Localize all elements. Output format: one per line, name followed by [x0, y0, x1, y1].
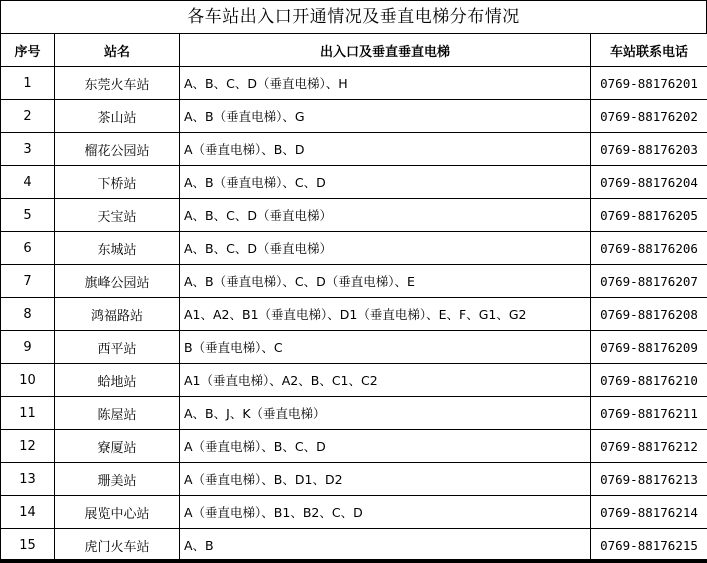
- exits-cell: A（垂直电梯）、B、D1、D2: [180, 463, 591, 496]
- row-number-cell: 7: [1, 265, 55, 298]
- row-number-cell: 8: [1, 298, 55, 331]
- table-row: [1, 331, 707, 364]
- station-table: [0, 33, 707, 562]
- table-row: [1, 133, 707, 166]
- phone-cell: 0769-88176208: [591, 298, 707, 331]
- bottom-border: [0, 559, 707, 563]
- row-number-cell: 5: [1, 199, 55, 232]
- station-name-cell: 蛤地站: [55, 364, 180, 397]
- station-name-cell: 东城站: [55, 232, 180, 265]
- exits-cell: A（垂直电梯）、B、C、D: [180, 430, 591, 463]
- header-row: [1, 34, 707, 67]
- exits-cell: A（垂直电梯）、B1、B2、C、D: [180, 496, 591, 529]
- phone-cell: 0769-88176205: [591, 199, 707, 232]
- phone-cell: 0769-88176207: [591, 265, 707, 298]
- phone-cell: 0769-88176206: [591, 232, 707, 265]
- station-name-cell: 虎门火车站: [55, 529, 180, 562]
- row-number-cell: 2: [1, 100, 55, 133]
- station-name-cell: 东莞火车站: [55, 67, 180, 100]
- phone-cell: 0769-88176202: [591, 100, 707, 133]
- row-number-cell: 3: [1, 133, 55, 166]
- row-number-cell: 14: [1, 496, 55, 529]
- phone-cell: 0769-88176213: [591, 463, 707, 496]
- row-number-cell: 9: [1, 331, 55, 364]
- phone-cell: 0769-88176209: [591, 331, 707, 364]
- exits-cell: A、B、C、D（垂直电梯）: [180, 199, 591, 232]
- exits-cell: B（垂直电梯）、C: [180, 331, 591, 364]
- station-name-cell: 西平站: [55, 331, 180, 364]
- phone-cell: 0769-88176214: [591, 496, 707, 529]
- table-row: [1, 298, 707, 331]
- table-row: [1, 496, 707, 529]
- table-title: 各车站出入口开通情况及垂直电梯分布情况: [0, 0, 707, 33]
- exits-cell: A、B: [180, 529, 591, 562]
- phone-cell: 0769-88176203: [591, 133, 707, 166]
- phone-cell: 0769-88176215: [591, 529, 707, 562]
- header-exits: 出入口及垂直垂直电梯: [180, 34, 591, 67]
- station-name-cell: 珊美站: [55, 463, 180, 496]
- table-row: [1, 199, 707, 232]
- table-row: [1, 166, 707, 199]
- station-name-cell: 茶山站: [55, 100, 180, 133]
- row-number-cell: 1: [1, 67, 55, 100]
- row-number-cell: 12: [1, 430, 55, 463]
- exits-cell: A1（垂直电梯）、A2、B、C1、C2: [180, 364, 591, 397]
- table-row: [1, 265, 707, 298]
- station-name-cell: 旗峰公园站: [55, 265, 180, 298]
- station-name-cell: 下桥站: [55, 166, 180, 199]
- table-row: [1, 430, 707, 463]
- exits-cell: A、B（垂直电梯）、C、D（垂直电梯）、E: [180, 265, 591, 298]
- row-number-cell: 4: [1, 166, 55, 199]
- exits-cell: A、B、C、D（垂直电梯）、H: [180, 67, 591, 100]
- table-row: [1, 232, 707, 265]
- table-row: [1, 529, 707, 562]
- header-num: 序号: [1, 34, 55, 67]
- station-name-cell: 天宝站: [55, 199, 180, 232]
- phone-cell: 0769-88176204: [591, 166, 707, 199]
- table-row: [1, 463, 707, 496]
- station-name-cell: 榴花公园站: [55, 133, 180, 166]
- row-number-cell: 11: [1, 397, 55, 430]
- phone-cell: 0769-88176211: [591, 397, 707, 430]
- table-row: [1, 397, 707, 430]
- table-body: [1, 67, 707, 562]
- exits-cell: A、B（垂直电梯）、C、D: [180, 166, 591, 199]
- header-name: 站名: [55, 34, 180, 67]
- row-number-cell: 6: [1, 232, 55, 265]
- phone-cell: 0769-88176201: [591, 67, 707, 100]
- row-number-cell: 13: [1, 463, 55, 496]
- phone-cell: 0769-88176212: [591, 430, 707, 463]
- exits-cell: A、B（垂直电梯）、G: [180, 100, 591, 133]
- phone-cell: 0769-88176210: [591, 364, 707, 397]
- station-name-cell: 陈屋站: [55, 397, 180, 430]
- station-name-cell: 寮厦站: [55, 430, 180, 463]
- row-number-cell: 15: [1, 529, 55, 562]
- header-phone: 车站联系电话: [591, 34, 707, 67]
- station-name-cell: 鸿福路站: [55, 298, 180, 331]
- exits-cell: A、B、J、K（垂直电梯）: [180, 397, 591, 430]
- station-name-cell: 展览中心站: [55, 496, 180, 529]
- exits-cell: A（垂直电梯）、B、D: [180, 133, 591, 166]
- table-row: [1, 364, 707, 397]
- table-row: [1, 100, 707, 133]
- table-row: [1, 67, 707, 100]
- exits-cell: A、B、C、D（垂直电梯）: [180, 232, 591, 265]
- exits-cell: A1、A2、B1（垂直电梯）、D1（垂直电梯）、E、F、G1、G2: [180, 298, 591, 331]
- row-number-cell: 10: [1, 364, 55, 397]
